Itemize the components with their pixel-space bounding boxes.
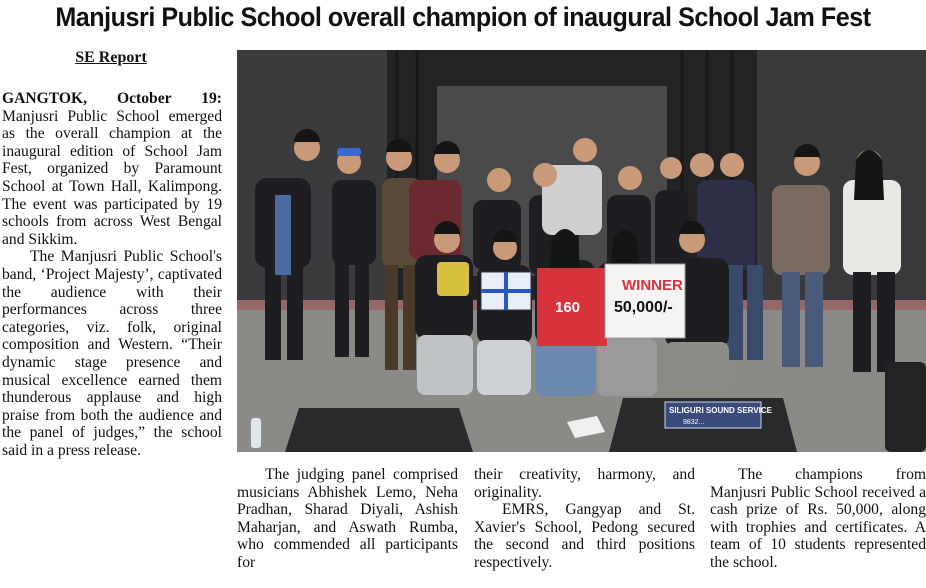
article-column-2: [237, 466, 458, 588]
news-photo: [237, 50, 926, 452]
byline: SE Report: [75, 49, 147, 66]
paragraph-1: [2, 90, 222, 248]
speaker-label: SILIGURI SOUND SERVICE: [669, 406, 772, 415]
paragraph-2: The Manjusri Public School's band, ‘Project Majesty’, captivated the audience with their performances across three categories, viz. folk, original composition and Western. “Their dynamic stage presence and musical excellence earned them thunderous applause and high praise from both the audience and the panel of judges,” the school said in a press release.: [2, 248, 222, 459]
cheque-amount: 50,000/-: [614, 299, 673, 316]
dateline: GANGTOK, October 19:: [2, 90, 222, 107]
article-column-1: [2, 90, 222, 588]
speaker-label-sub: 9832...: [683, 419, 705, 426]
headline: Manjusri Public School overall champion of inaugural School Jam Fest: [55, 2, 871, 32]
article-column-4: [710, 466, 926, 588]
article-column-3: [474, 466, 695, 588]
paragraph-5: EMRS, Gangyap and St. Xavier's School, Pedong secured the second and third positions respectively.: [474, 501, 695, 571]
photo-illustration: [237, 50, 926, 452]
paragraph-4: their creativity, harmony, and originality.: [474, 466, 695, 501]
paragraph-3: The judging panel comprised musicians Abhishek Lemo, Neha Pradhan, Sharad Diyali, Ashish Maharjan, and Aswath Rumba, who commended all participants for: [237, 466, 458, 571]
paragraph-1-text: Manjusri Public School emerged as the overall champion at the inaugural edition of School Jam Fest, organized by Paramount School at Town Hall, Kalimpong. The event was participated by 19 schools from across West Bengal and Sikkim.: [2, 107, 222, 248]
paragraph-6: The champions from Manjusri Public School received a cash prize of Rs. 50,000, along with trophies and certificates. A team of 10 students represented the school.: [710, 466, 926, 571]
banner-number: 160: [555, 299, 581, 316]
cheque-winner-label: WINNER: [622, 277, 683, 294]
winner-cheque: [537, 264, 685, 346]
